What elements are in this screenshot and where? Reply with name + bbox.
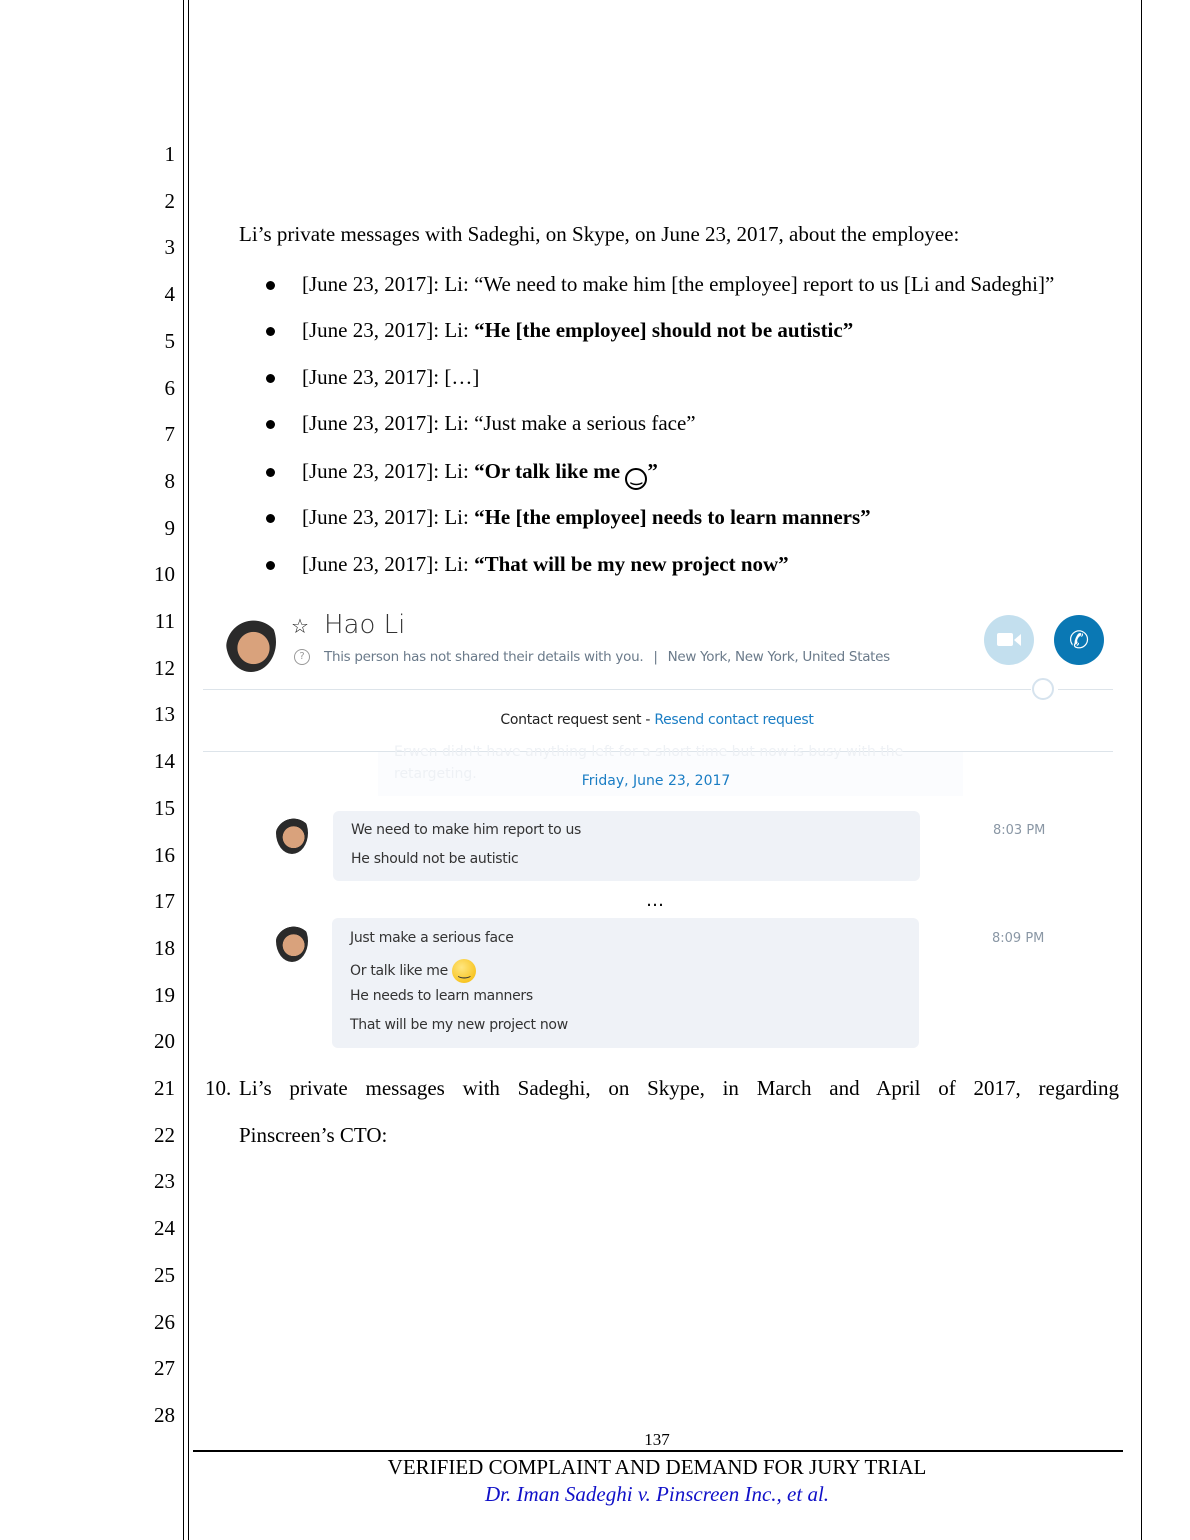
video-call-button[interactable] [984, 615, 1034, 665]
intro-text: Li’s private messages with Sadeghi, on Skype, on June 23, 2017, about the employee: [239, 222, 960, 246]
message-text: That will be my new project now [350, 1017, 568, 1033]
bullet-item [302, 411, 696, 436]
divider [1058, 689, 1113, 690]
message-bubble [333, 811, 920, 881]
bullet-icon [266, 281, 275, 290]
smiley-icon: ‿ [625, 468, 647, 490]
line-number: 8 [164, 468, 175, 493]
ellipsis: … [646, 890, 664, 911]
details-text: This person has not shared their details with you. [324, 649, 644, 665]
resend-contact-request-link[interactable]: Resend contact request [654, 712, 814, 728]
date-separator: Friday, June 23, 2017 [581, 773, 731, 789]
bullet-prefix: [June 23, 2017]: Li: [302, 411, 475, 435]
contact-avatar [226, 612, 276, 672]
right-margin-line [1141, 0, 1142, 1540]
page-number: 137 [644, 1430, 670, 1449]
message-text: He should not be autistic [351, 851, 519, 867]
globe-icon [1032, 678, 1054, 700]
message-avatar [276, 920, 308, 962]
line-number: 20 [154, 1029, 175, 1054]
bullet-icon [266, 327, 275, 336]
left-margin-line [183, 0, 184, 1540]
bullet-item [302, 552, 789, 577]
message-text: He needs to learn manners [350, 988, 533, 1004]
bullet-quote: “Or talk like me [474, 459, 626, 483]
paragraph-text: Li’s private messages with Sadeghi, on Skype, in March and April of 2017, regarding [239, 1076, 1119, 1100]
line-number: 16 [154, 842, 175, 867]
bullet-item [302, 318, 853, 343]
line-number: 12 [154, 655, 175, 680]
line-number: 5 [164, 328, 175, 353]
footer-title: VERIFIED COMPLAINT AND DEMAND FOR JURY TRIAL [387, 1455, 927, 1479]
help-icon[interactable]: ? [294, 649, 310, 665]
phone-icon: ✆ [1068, 626, 1090, 654]
line-number: 11 [154, 609, 175, 633]
footer-case-caption: Dr. Iman Sadeghi v. Pinscreen Inc., et al. [484, 1482, 830, 1506]
line-number: 24 [154, 1216, 175, 1241]
line-number: 6 [164, 375, 175, 400]
line-number: 18 [154, 935, 175, 960]
bullet-item [302, 365, 479, 390]
bullet-prefix: [June 23, 2017]: [302, 365, 445, 389]
bullet-prefix: [June 23, 2017]: Li: [302, 272, 475, 296]
line-number: 28 [154, 1402, 175, 1427]
message-bubble [332, 918, 919, 1048]
bullet-quote: “He [the employee] needs to learn manners” [474, 505, 871, 529]
line-number: 26 [154, 1309, 175, 1334]
audio-call-button[interactable] [1054, 615, 1104, 665]
line-number: 21 [154, 1076, 175, 1100]
location-text: New York, New York, United States [667, 649, 890, 665]
line-number: 27 [154, 1356, 175, 1381]
faded-message: Erwen didn't have anything left for a short time but now is busy with the [394, 744, 904, 760]
line-number: 4 [164, 282, 175, 307]
left-margin-line-inner [188, 0, 189, 1540]
bullet-prefix: [June 23, 2017]: Li: [302, 318, 475, 342]
footer-rule [193, 1450, 1123, 1452]
line-number: 22 [154, 1122, 175, 1147]
bullet-item [302, 505, 871, 530]
line-number: 15 [154, 795, 175, 820]
divider [203, 689, 1031, 690]
paragraph-number: 10. [205, 1076, 232, 1100]
line-number: 3 [164, 235, 175, 260]
bullet-prefix: [June 23, 2017]: Li: [302, 505, 475, 529]
line-number: 25 [154, 1262, 175, 1287]
bullet-quote-end: ” [647, 459, 658, 483]
separator: | [653, 649, 658, 665]
bullet-item [302, 272, 1054, 297]
bullet-prefix: [June 23, 2017]: Li: [302, 552, 475, 576]
message-avatar [276, 812, 308, 854]
line-number: 19 [154, 982, 175, 1007]
line-number: 9 [164, 515, 175, 540]
message-time: 8:09 PM [992, 931, 1045, 946]
bullet-icon [266, 374, 275, 383]
line-number: 23 [154, 1169, 175, 1194]
contact-name: Hao Li [324, 610, 406, 640]
message-text: Just make a serious face [350, 930, 514, 946]
paragraph-text: Pinscreen’s CTO: [239, 1123, 388, 1147]
line-number: 7 [164, 422, 175, 447]
bullet-quote: “He [the employee] should not be autistic” [474, 318, 854, 342]
line-number: 14 [154, 749, 175, 774]
bullet-icon [266, 468, 275, 477]
line-number: 13 [154, 702, 175, 727]
bullet-quote: “We need to make him [the employee] report to us [Li and Sadeghi]” [474, 272, 1055, 296]
bullet-quote: “That will be my new project now” [474, 552, 789, 576]
video-camera-icon [997, 633, 1013, 646]
bullet-item [302, 459, 658, 490]
bullet-prefix: [June 23, 2017]: Li: [302, 459, 475, 483]
bullet-quote: […] [444, 365, 480, 389]
line-number: 10 [154, 562, 175, 587]
bullet-icon [266, 561, 275, 570]
bullet-icon [266, 514, 275, 523]
smiley-emoji-icon: ‿ [452, 959, 476, 983]
line-number: 1 [164, 142, 175, 166]
contact-request-status: Contact request sent - [500, 712, 655, 728]
line-number: 17 [154, 889, 175, 914]
faded-message: retargeting. [394, 766, 477, 782]
message-text: Or talk like me [350, 963, 448, 979]
line-number: 2 [164, 188, 175, 213]
bullet-quote: “Just make a serious face” [474, 411, 696, 435]
star-icon[interactable]: ☆ [291, 614, 309, 638]
bullet-icon [266, 420, 275, 429]
message-text: We need to make him report to us [351, 822, 582, 838]
message-time: 8:03 PM [993, 823, 1046, 838]
